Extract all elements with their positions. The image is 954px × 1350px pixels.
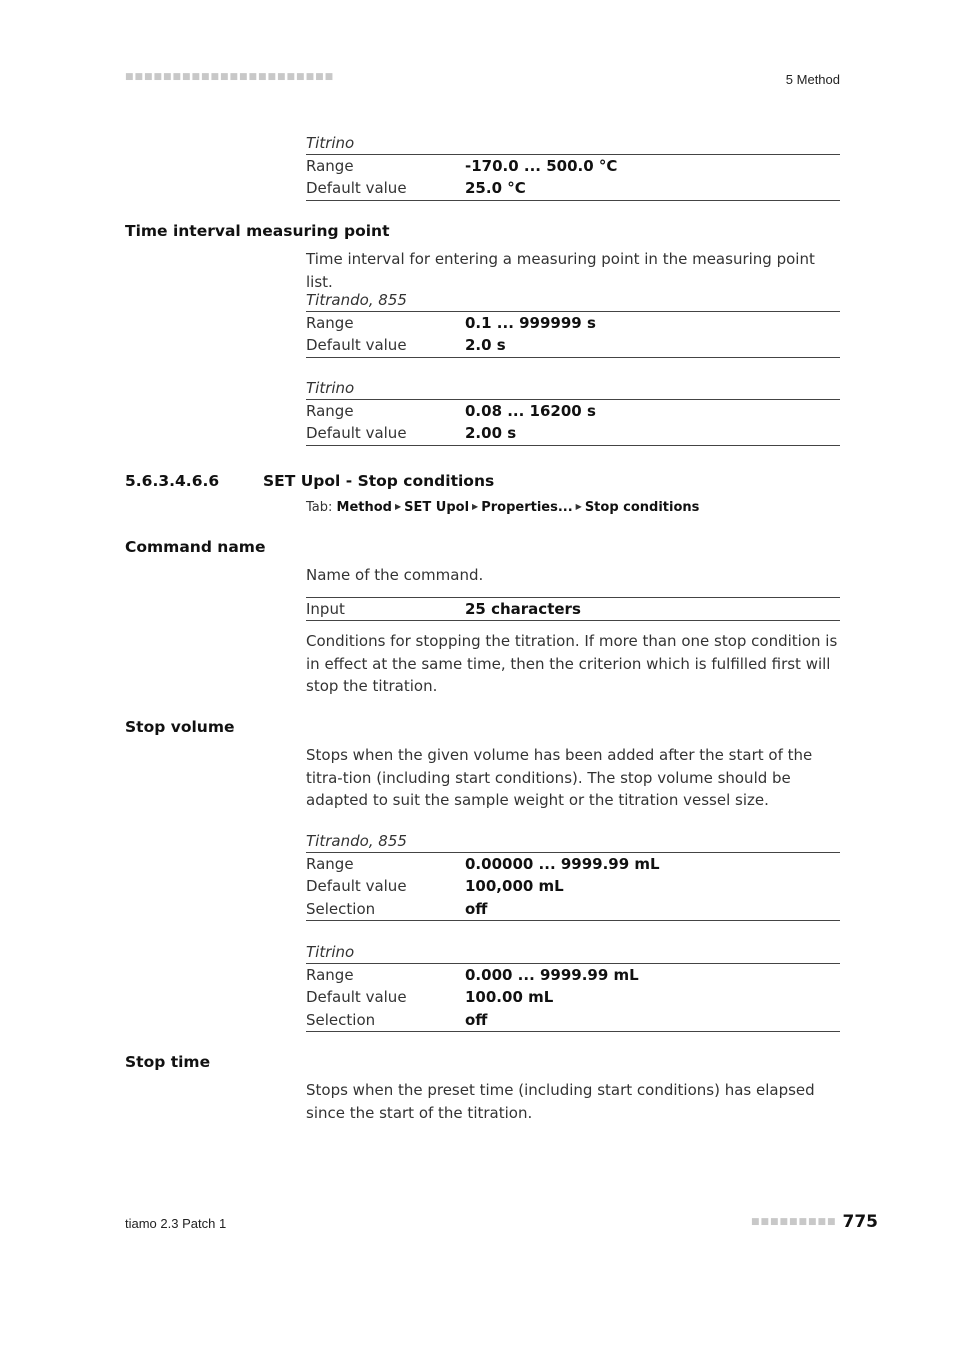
row-label: Default value	[306, 179, 407, 198]
table-caption: Titrino	[306, 132, 840, 155]
table-row	[306, 312, 840, 334]
triangle-right-icon: ▶	[575, 502, 582, 511]
stop-conditions-description: Conditions for stopping the titration. If more than one stop condition is in effect at the same time, then the criterion which is fulfilled first will stop the titration.	[306, 632, 838, 696]
command-name-heading: Command name	[125, 538, 266, 556]
header-decoration: ■■■■■■■■■■■■■■■■■■■■■■	[125, 72, 335, 82]
tab-prefix: Tab:	[306, 500, 333, 515]
stop-volume-description: Stops when the given volume has been added after the start of the titra-tion (including start conditions). The stop volume should be adapted to suit the sample weight or the titration vessel size.	[306, 746, 813, 810]
row-label: Range	[306, 855, 354, 873]
breadcrumb-item: Properties...	[481, 500, 573, 515]
breadcrumb-item: Stop conditions	[584, 500, 700, 515]
row-value: off	[465, 1010, 488, 1029]
row-label: Input	[306, 600, 345, 618]
table-caption: Titrino	[306, 377, 840, 400]
table-row	[306, 986, 840, 1008]
stop-time-heading: Stop time	[125, 1053, 211, 1071]
table-caption: Titrando, 855	[306, 289, 840, 312]
row-value: 0.1 ... 999999 s	[465, 314, 596, 332]
table-row	[306, 875, 840, 897]
row-label: Selection	[306, 899, 376, 918]
chapter-label: 5 Method	[785, 72, 840, 87]
table-row	[306, 898, 840, 920]
row-value: off	[465, 899, 488, 918]
row-value: 100,000 mL	[465, 877, 564, 896]
table-caption: Titrino	[306, 941, 840, 964]
time-interval-titrando-table	[306, 289, 840, 358]
table-row	[306, 964, 840, 986]
table-row	[306, 853, 840, 875]
footer-product: tiamo 2.3 Patch 1	[125, 1216, 227, 1231]
row-value: 2.0 s	[465, 336, 506, 355]
row-label: Default value	[306, 424, 407, 443]
titrino-temperature-table	[306, 132, 840, 201]
stop-volume-titrando-table	[306, 830, 840, 921]
section-title: SET Upol - Stop conditions	[263, 472, 495, 490]
section-number: 5.6.3.4.6.6	[125, 472, 220, 490]
row-value: 2.00 s	[465, 424, 517, 443]
footer-decoration: ■■■■■■■■■	[750, 1217, 837, 1227]
row-label: Range	[306, 966, 354, 984]
row-label: Range	[306, 157, 354, 175]
breadcrumb-item: SET Upol	[404, 500, 470, 515]
row-label: Range	[306, 314, 354, 332]
page-number: 775	[842, 1212, 878, 1232]
table-caption: Titrando, 855	[306, 830, 840, 853]
row-label: Selection	[306, 1010, 376, 1029]
stop-volume-titrino-table	[306, 941, 840, 1032]
row-label: Default value	[306, 877, 407, 896]
time-interval-titrino-table	[306, 377, 840, 446]
footer-page	[751, 1212, 878, 1232]
row-value: 25 characters	[465, 600, 581, 618]
stop-volume-heading: Stop volume	[125, 718, 235, 736]
command-name-table	[306, 597, 840, 621]
table-row	[306, 155, 840, 177]
row-label: Range	[306, 402, 354, 420]
triangle-right-icon: ▶	[472, 502, 479, 511]
table-row	[306, 400, 840, 422]
table-row	[306, 1009, 840, 1031]
row-label: Default value	[306, 336, 407, 355]
breadcrumb-item: Method	[336, 500, 392, 515]
triangle-right-icon: ▶	[395, 502, 402, 511]
stop-time-description: Stops when the preset time (including start conditions) has elapsed since the start of the titration.	[306, 1081, 815, 1122]
table-row	[306, 598, 840, 620]
row-value: -170.0 ... 500.0 °C	[465, 157, 618, 175]
row-value: 25.0 °C	[465, 179, 526, 198]
row-value: 0.00000 ... 9999.99 mL	[465, 855, 660, 873]
time-interval-description: Time interval for entering a measuring point in the measuring point list.	[306, 250, 815, 291]
command-name-description: Name of the command.	[306, 566, 484, 584]
tab-breadcrumb	[306, 500, 699, 515]
row-value: 0.000 ... 9999.99 mL	[465, 966, 639, 984]
table-row	[306, 334, 840, 356]
table-row	[306, 177, 840, 199]
row-value: 0.08 ... 16200 s	[465, 402, 596, 420]
table-row	[306, 422, 840, 444]
row-value: 100.00 mL	[465, 988, 554, 1007]
row-label: Default value	[306, 988, 407, 1007]
time-interval-heading: Time interval measuring point	[125, 222, 390, 240]
